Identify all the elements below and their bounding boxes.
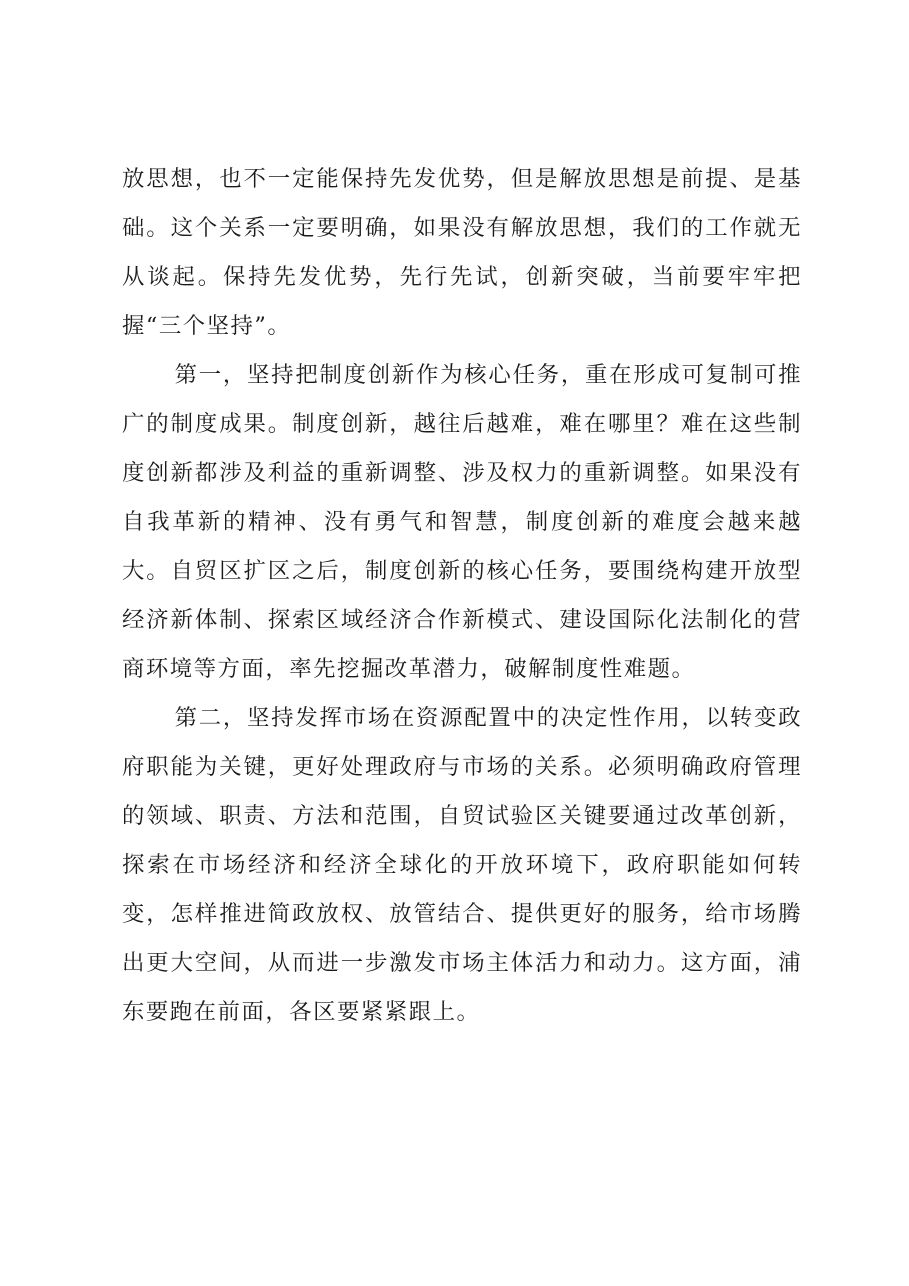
document-body bbox=[122, 155, 802, 1037]
paragraph-second-point: 第二，坚持发挥市场在资源配置中的决定性作用，以转变政府职能为关键，更好处理政府与市场的关系。必须明确政府管理的领域、职责、方法和范围，自贸试验区关键要通过改革创新，探索在市场经济和经济全球化的开放环境下，政府职能如何转变，怎样推进简政放权、放管结合、提供更好的服务，给市场腾出更大空间，从而进一步激发市场主体活力和动力。这方面，浦东要跑在前面，各区要紧紧跟上。 bbox=[122, 705, 802, 1025]
paragraph-first-point: 第一，坚持把制度创新作为核心任务，重在形成可复制可推广的制度成果。制度创新，越往后越难，难在哪里？难在这些制度创新都涉及利益的重新调整、涉及权力的重新调整。如果没有自我革新的精神、没有勇气和智慧，制度创新的难度会越来越大。自贸区扩区之后，制度创新的核心任务，要围绕构建开放型经济新体制、探索区域经济合作新模式、建设国际化法制化的营商环境等方面，率先挖掘改革潜力，破解制度性难题。 bbox=[122, 362, 802, 682]
paragraph-continuation: 放思想，也不一定能保持先发优势，但是解放思想是前提、是基础。这个关系一定要明确，如果没有解放思想，我们的工作就无从谈起。保持先发优势，先行先试，创新突破，当前要牢牢把握“三个坚持”。 bbox=[122, 166, 802, 339]
